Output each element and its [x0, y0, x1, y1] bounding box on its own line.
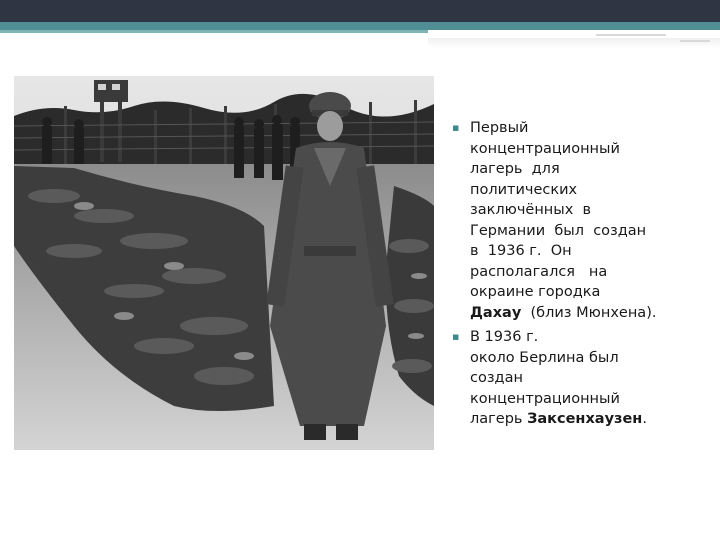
header-band-dark — [0, 0, 720, 22]
bullet-line: около Берлина был — [470, 349, 619, 366]
header-decor-line — [680, 40, 710, 42]
bullet-line: лагерь Заксенхаузен. — [470, 411, 647, 427]
bullet-line: располагался на — [470, 263, 608, 280]
photo-illustration — [14, 76, 434, 450]
header-band-shadow — [428, 38, 720, 48]
bullet-line: политических — [470, 181, 578, 198]
bold-term-dachau: Дахау — [470, 304, 522, 321]
bullet-list — [452, 118, 712, 434]
header-band-teal — [0, 22, 720, 30]
bullet-line: лагерь для — [470, 161, 560, 177]
bullet-line: концентрационный — [470, 390, 620, 407]
bullet-item-sachsenhausen — [452, 327, 712, 430]
bullet-line: Германии был создан — [470, 222, 647, 239]
bullet-line: Первый — [470, 120, 529, 136]
header-decor-line — [596, 34, 666, 36]
bullet-line: создан — [470, 370, 523, 386]
bullet-line: Дахау (близ Мюнхена). — [470, 304, 657, 321]
bullet-line: заключённых в — [470, 202, 592, 218]
bold-term-sachsenhausen: Заксенхаузен — [527, 411, 643, 427]
bullet-icon: ▪ — [452, 330, 460, 343]
bullet-item-dachau — [452, 118, 712, 323]
bullet-line: концентрационный — [470, 140, 620, 157]
bullet-line: окраине городка — [470, 284, 601, 300]
bullet-icon: ▪ — [452, 121, 460, 134]
header-band-notch — [428, 30, 720, 38]
bullet-line: в 1936 г. Он — [470, 243, 572, 259]
historical-photo — [14, 76, 434, 450]
bullet-line: В 1936 г. — [470, 329, 539, 345]
